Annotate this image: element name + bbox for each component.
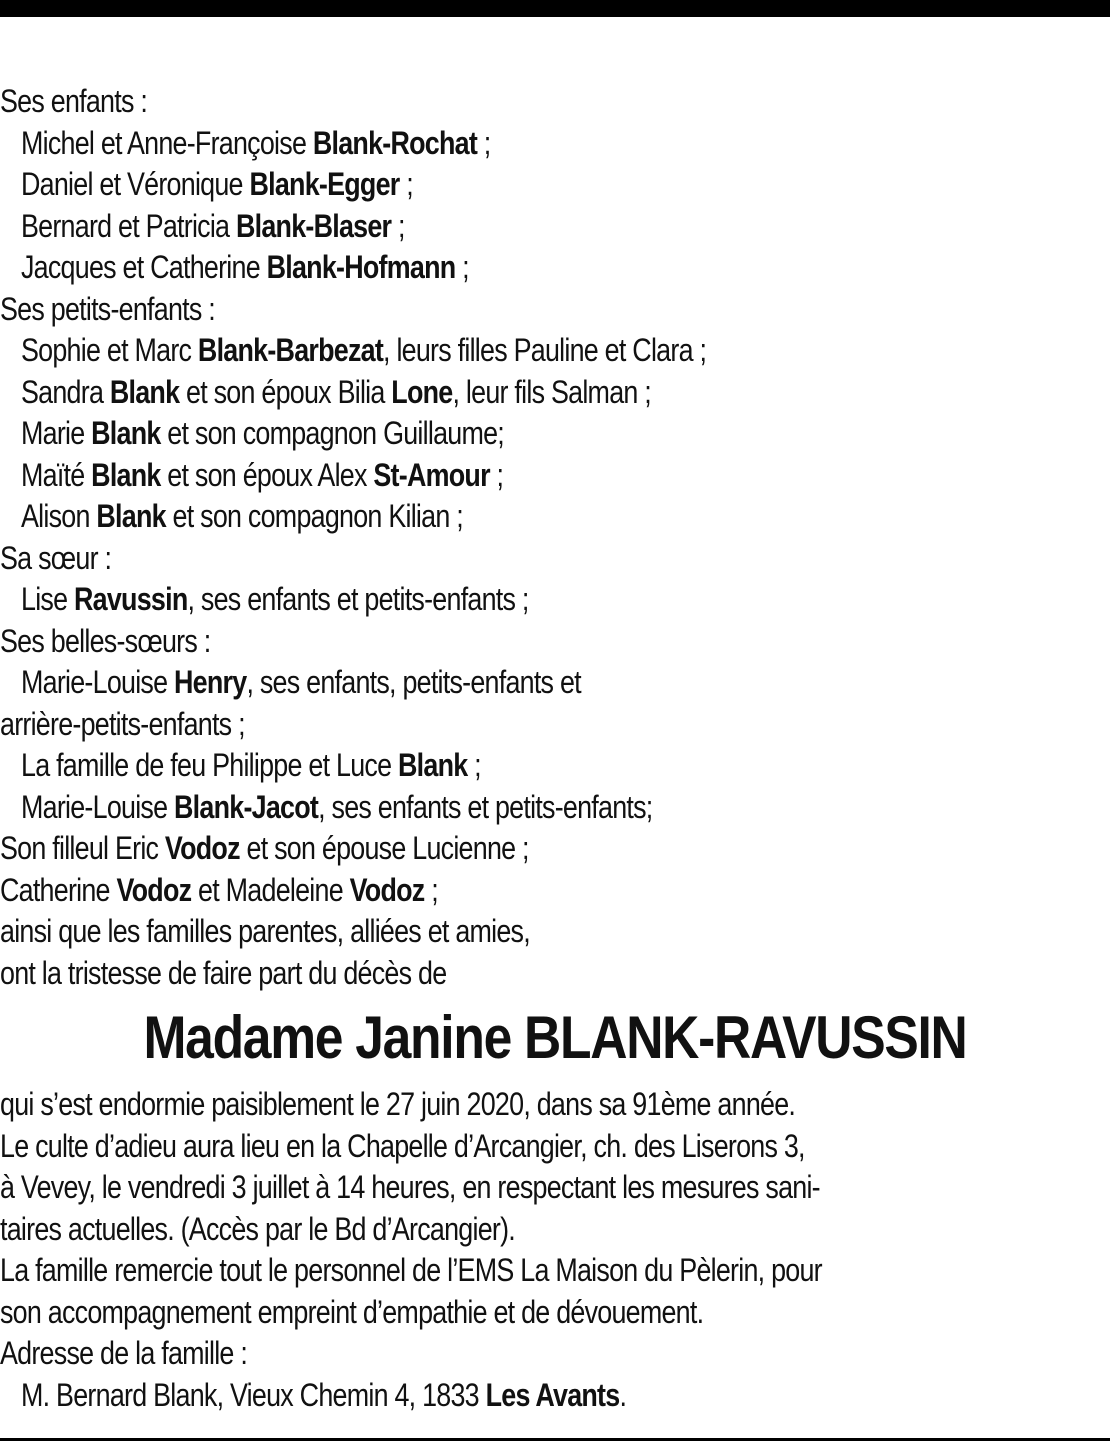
line-text: et son compagnon Guillaume; bbox=[160, 415, 505, 451]
bold-surname: Ravussin bbox=[74, 581, 188, 617]
line-text: Jacques et Catherine bbox=[21, 249, 267, 285]
line-text: , ses enfants et petits-enfants; bbox=[318, 788, 653, 825]
line-text: Michel et Anne-Françoise bbox=[21, 124, 313, 161]
family-line bbox=[0, 579, 932, 621]
bold-surname: Blank-Jacot bbox=[174, 788, 319, 825]
line-text: à Vevey, le vendredi 3 juillet à 14 heures, en respectant les mesures sani- bbox=[0, 1169, 820, 1205]
family-line bbox=[0, 81, 932, 123]
line-text: Sophie et Marc bbox=[21, 332, 198, 368]
line-text: Le culte d’adieu aura lieu en la Chapelle d’Arcangier, ch. des Liserons 3, bbox=[0, 1127, 805, 1164]
line-text: Daniel et Véronique bbox=[21, 166, 250, 202]
family-line bbox=[0, 787, 932, 829]
line-text: . bbox=[619, 1376, 627, 1413]
line-text: ont la tristesse de faire part du décès de bbox=[0, 954, 447, 991]
line-text: Adresse de la famille : bbox=[0, 1335, 248, 1371]
line-text: ; bbox=[489, 456, 504, 493]
bold-surname: Vodoz bbox=[164, 830, 240, 866]
line-text: Marie-Louise bbox=[21, 664, 175, 700]
line-text: La famille de feu Philippe et Luce bbox=[21, 747, 399, 783]
line-text: ; bbox=[391, 207, 405, 244]
detail-line bbox=[0, 1126, 932, 1168]
line-text: son accompagnement empreint d’empathie et de dévouement. bbox=[0, 1293, 704, 1330]
bold-surname: Blank bbox=[91, 415, 161, 451]
line-text: et son compagnon Kilian ; bbox=[165, 498, 463, 534]
line-text: Ses belles-sœurs : bbox=[0, 622, 211, 659]
bold-surname: Blank-Hofmann bbox=[266, 249, 456, 285]
obituary-notice bbox=[0, 81, 1110, 1416]
family-line bbox=[0, 372, 932, 414]
bold-surname: Lone bbox=[391, 373, 453, 410]
family-line bbox=[0, 953, 932, 995]
detail-line bbox=[0, 1209, 932, 1251]
family-line bbox=[0, 828, 932, 870]
line-text: , ses enfants, petits-enfants et bbox=[246, 664, 581, 700]
detail-line bbox=[0, 1084, 932, 1126]
detail-line bbox=[0, 1250, 932, 1292]
bold-surname: St-Amour bbox=[373, 456, 490, 493]
bold-surname: Vodoz bbox=[349, 871, 425, 908]
family-line bbox=[0, 164, 932, 206]
line-text: , leurs filles Pauline et Clara ; bbox=[383, 332, 707, 368]
line-text: Marie bbox=[21, 415, 92, 451]
line-text: Son filleul Eric bbox=[0, 830, 165, 866]
line-text: ; bbox=[477, 124, 491, 161]
line-text: arrière-petits-enfants ; bbox=[0, 705, 245, 742]
bold-surname: Blank-Barbezat bbox=[197, 332, 384, 368]
deceased-name: Madame Janine BLANK-RAVUSSIN bbox=[143, 1004, 967, 1071]
bold-surname: Blank bbox=[96, 498, 166, 534]
line-text: taires actuelles. (Accès par le Bd d’Arcangier). bbox=[0, 1210, 515, 1247]
family-line bbox=[0, 330, 932, 372]
bottom-border-rule bbox=[0, 1438, 1110, 1441]
detail-line bbox=[0, 1167, 932, 1209]
line-text: et son époux Alex bbox=[160, 456, 374, 493]
family-line bbox=[0, 206, 932, 248]
bold-surname: Blank-Rochat bbox=[312, 124, 478, 161]
line-text: ; bbox=[455, 249, 469, 285]
detail-line bbox=[0, 1292, 932, 1334]
family-line bbox=[0, 123, 932, 165]
line-text: et son époux Bilia bbox=[179, 373, 392, 410]
line-text: La famille remercie tout le personnel de l’EMS La Maison du Pèlerin, pour bbox=[0, 1252, 822, 1288]
bold-surname: Blank-Egger bbox=[249, 166, 400, 202]
line-text: Catherine bbox=[0, 871, 117, 908]
bold-surname: Blank-Blaser bbox=[235, 207, 392, 244]
line-text: ; bbox=[467, 747, 481, 783]
line-text: Sa sœur : bbox=[0, 539, 112, 576]
detail-line bbox=[0, 1375, 932, 1417]
line-text: Bernard et Patricia bbox=[21, 207, 236, 244]
line-text: Ses enfants : bbox=[0, 83, 148, 119]
bold-surname: Blank bbox=[398, 747, 468, 783]
line-text: ainsi que les familles parentes, alliées et amies, bbox=[0, 913, 530, 949]
family-line bbox=[0, 538, 932, 580]
family-line bbox=[0, 662, 932, 704]
top-border-rule bbox=[0, 0, 1110, 17]
ceremony-details bbox=[0, 1084, 1110, 1416]
line-text: Lise bbox=[21, 581, 75, 617]
family-line bbox=[0, 870, 932, 912]
family-line bbox=[0, 455, 932, 497]
family-line bbox=[0, 413, 932, 455]
line-text: Ses petits-enfants : bbox=[0, 290, 215, 327]
line-text: M. Bernard Blank, Vieux Chemin 4, 1833 bbox=[21, 1376, 486, 1413]
line-text: qui s’est endormie paisiblement le 27 juin 2020, dans sa 91ème année. bbox=[0, 1086, 796, 1122]
family-line bbox=[0, 704, 932, 746]
detail-line bbox=[0, 1333, 932, 1375]
family-line bbox=[0, 911, 932, 953]
bold-surname: Henry bbox=[174, 664, 247, 700]
line-text: ; bbox=[424, 871, 438, 908]
bold-surname: Blank bbox=[91, 456, 161, 493]
family-line bbox=[0, 247, 932, 289]
line-text: Maïté bbox=[21, 456, 92, 493]
line-text: et Madeleine bbox=[191, 871, 350, 908]
bold-surname: Blank bbox=[109, 373, 180, 410]
line-text: , ses enfants et petits-enfants ; bbox=[187, 581, 529, 617]
family-line bbox=[0, 621, 932, 663]
bold-surname: Vodoz bbox=[116, 871, 192, 908]
family-line bbox=[0, 496, 932, 538]
family-line bbox=[0, 289, 932, 331]
family-line bbox=[0, 745, 932, 787]
line-text: ; bbox=[399, 166, 413, 202]
line-text: et son épouse Lucienne ; bbox=[239, 830, 529, 866]
line-text: Sandra bbox=[21, 373, 110, 410]
family-list bbox=[0, 81, 1110, 994]
bold-surname: Les Avants bbox=[485, 1376, 620, 1413]
line-text: Alison bbox=[21, 498, 97, 534]
line-text: , leur fils Salman ; bbox=[452, 373, 652, 410]
line-text: Marie-Louise bbox=[21, 788, 175, 825]
